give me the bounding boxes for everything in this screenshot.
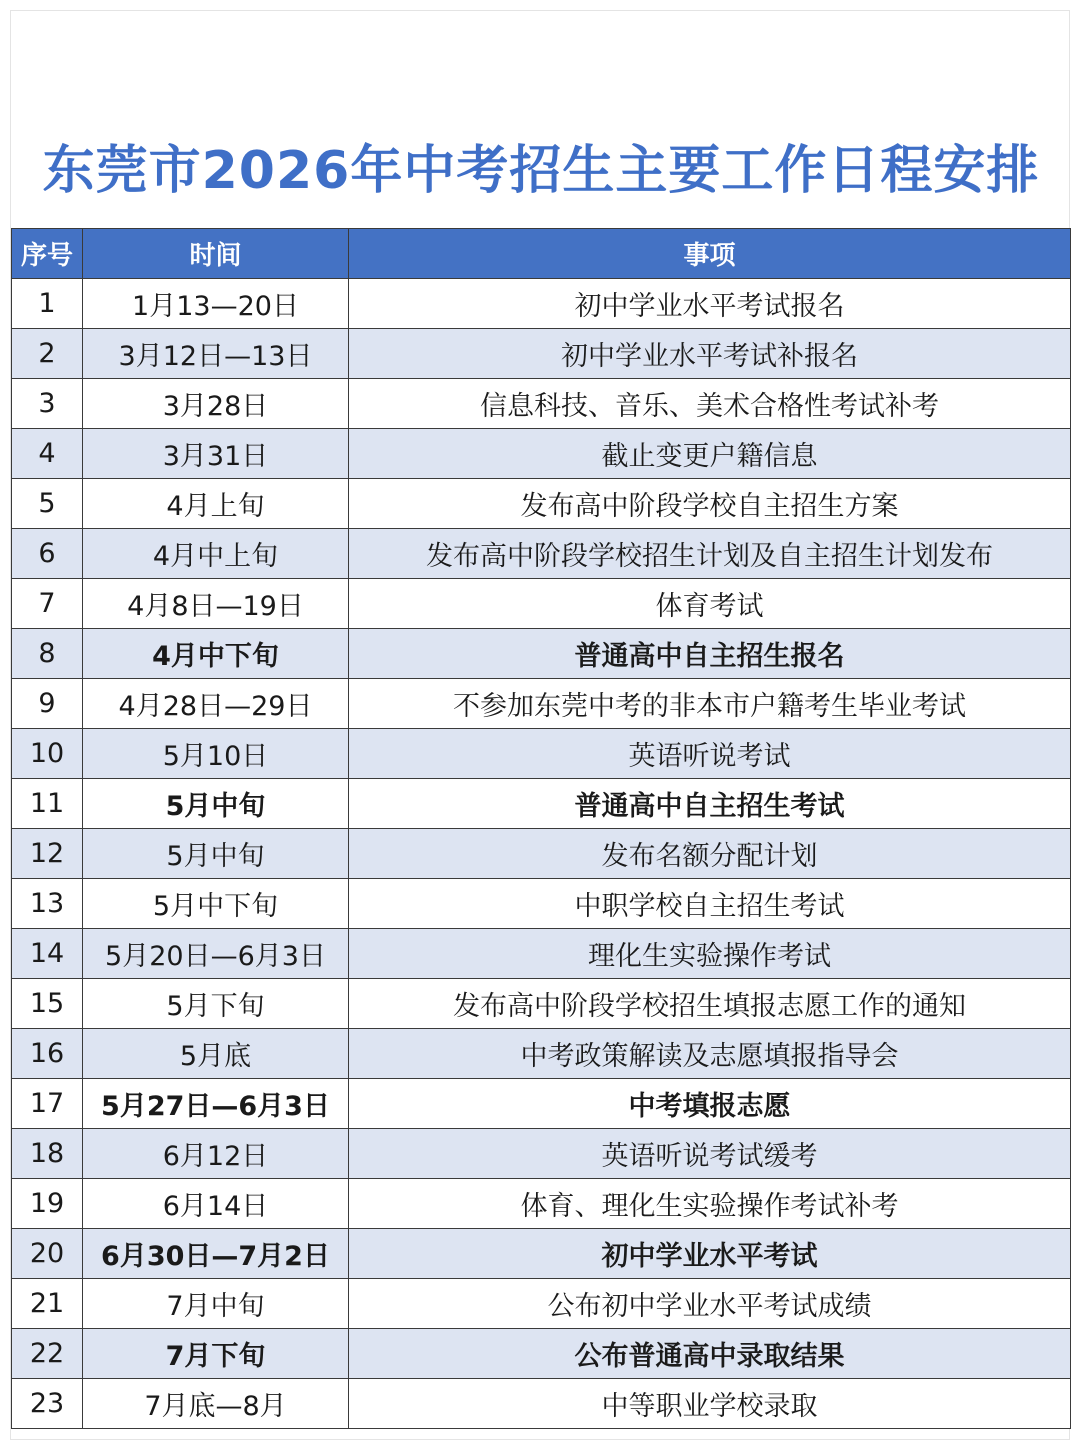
row-number: 9 [12,679,83,729]
table-row [12,1329,1071,1379]
row-number: 6 [12,529,83,579]
row-time: 5月20日—6月3日 [83,929,349,979]
page-title: 东莞市2026年中考招生主要工作日程安排 [42,141,1040,201]
table-row [12,1129,1071,1179]
header-time: 时间 [83,229,349,279]
row-time: 6月30日—7月2日 [83,1229,349,1279]
header-item: 事项 [349,229,1071,279]
row-number: 22 [12,1329,83,1379]
row-time: 5月底 [83,1029,349,1079]
table-row [12,729,1071,779]
row-item: 普通高中自主招生报名 [349,629,1071,679]
table-row [12,429,1071,479]
table-row [12,579,1071,629]
row-item: 初中学业水平考试补报名 [349,329,1071,379]
table-row [12,1379,1071,1429]
row-item: 中考填报志愿 [349,1079,1071,1129]
row-number: 14 [12,929,83,979]
row-time: 3月31日 [83,429,349,479]
row-number: 2 [12,329,83,379]
table-header-row [12,229,1071,279]
table-row [12,929,1071,979]
row-time: 1月13—20日 [83,279,349,329]
row-time: 7月下旬 [83,1329,349,1379]
row-number: 4 [12,429,83,479]
row-time: 6月14日 [83,1179,349,1229]
row-number: 3 [12,379,83,429]
row-time: 5月中旬 [83,779,349,829]
table-row [12,479,1071,529]
table-row [12,1079,1071,1129]
row-number: 8 [12,629,83,679]
row-item: 发布高中阶段学校招生填报志愿工作的通知 [349,979,1071,1029]
row-number: 23 [12,1379,83,1429]
row-number: 17 [12,1079,83,1129]
row-item: 信息科技、音乐、美术合格性考试补考 [349,379,1071,429]
row-time: 5月中下旬 [83,879,349,929]
row-item: 初中学业水平考试报名 [349,279,1071,329]
table-body [12,279,1071,1429]
row-time: 5月下旬 [83,979,349,1029]
row-number: 11 [12,779,83,829]
row-time: 3月12日—13日 [83,329,349,379]
row-item: 英语听说考试缓考 [349,1129,1071,1179]
table-row [12,779,1071,829]
table-row [12,529,1071,579]
row-time: 4月中上旬 [83,529,349,579]
table-row [12,679,1071,729]
row-item: 初中学业水平考试 [349,1229,1071,1279]
row-time: 7月中旬 [83,1279,349,1329]
row-item: 理化生实验操作考试 [349,929,1071,979]
row-item: 不参加东莞中考的非本市户籍考生毕业考试 [349,679,1071,729]
row-time: 4月中下旬 [83,629,349,679]
table-row [12,879,1071,929]
table-row [12,829,1071,879]
row-number: 21 [12,1279,83,1329]
row-item: 截止变更户籍信息 [349,429,1071,479]
schedule-table [11,228,1071,1429]
row-number: 13 [12,879,83,929]
row-item: 公布普通高中录取结果 [349,1329,1071,1379]
table-row [12,629,1071,679]
row-time: 6月12日 [83,1129,349,1179]
row-item: 发布名额分配计划 [349,829,1071,879]
row-time: 4月28日—29日 [83,679,349,729]
row-number: 7 [12,579,83,629]
row-item: 体育、理化生实验操作考试补考 [349,1179,1071,1229]
row-item: 中等职业学校录取 [349,1379,1071,1429]
row-number: 19 [12,1179,83,1229]
row-number: 20 [12,1229,83,1279]
row-item: 公布初中学业水平考试成绩 [349,1279,1071,1329]
row-number: 12 [12,829,83,879]
row-number: 5 [12,479,83,529]
row-time: 5月中旬 [83,829,349,879]
table-row [12,279,1071,329]
row-time: 7月底—8月 [83,1379,349,1429]
row-item: 英语听说考试 [349,729,1071,779]
row-item: 体育考试 [349,579,1071,629]
row-number: 1 [12,279,83,329]
row-number: 15 [12,979,83,1029]
table-row [12,379,1071,429]
row-number: 18 [12,1129,83,1179]
row-time: 4月上旬 [83,479,349,529]
table-row [12,1279,1071,1329]
row-item: 发布高中阶段学校自主招生方案 [349,479,1071,529]
table-row [12,329,1071,379]
table-row [12,1029,1071,1079]
row-time: 4月8日—19日 [83,579,349,629]
row-time: 3月28日 [83,379,349,429]
table-row [12,1229,1071,1279]
header-number: 序号 [12,229,83,279]
row-item: 发布高中阶段学校招生计划及自主招生计划发布 [349,529,1071,579]
row-number: 10 [12,729,83,779]
row-number: 16 [12,1029,83,1079]
row-item: 普通高中自主招生考试 [349,779,1071,829]
row-item: 中职学校自主招生考试 [349,879,1071,929]
table-row [12,979,1071,1029]
row-item: 中考政策解读及志愿填报指导会 [349,1029,1071,1079]
table-row [12,1179,1071,1229]
row-time: 5月10日 [83,729,349,779]
row-time: 5月27日—6月3日 [83,1079,349,1129]
